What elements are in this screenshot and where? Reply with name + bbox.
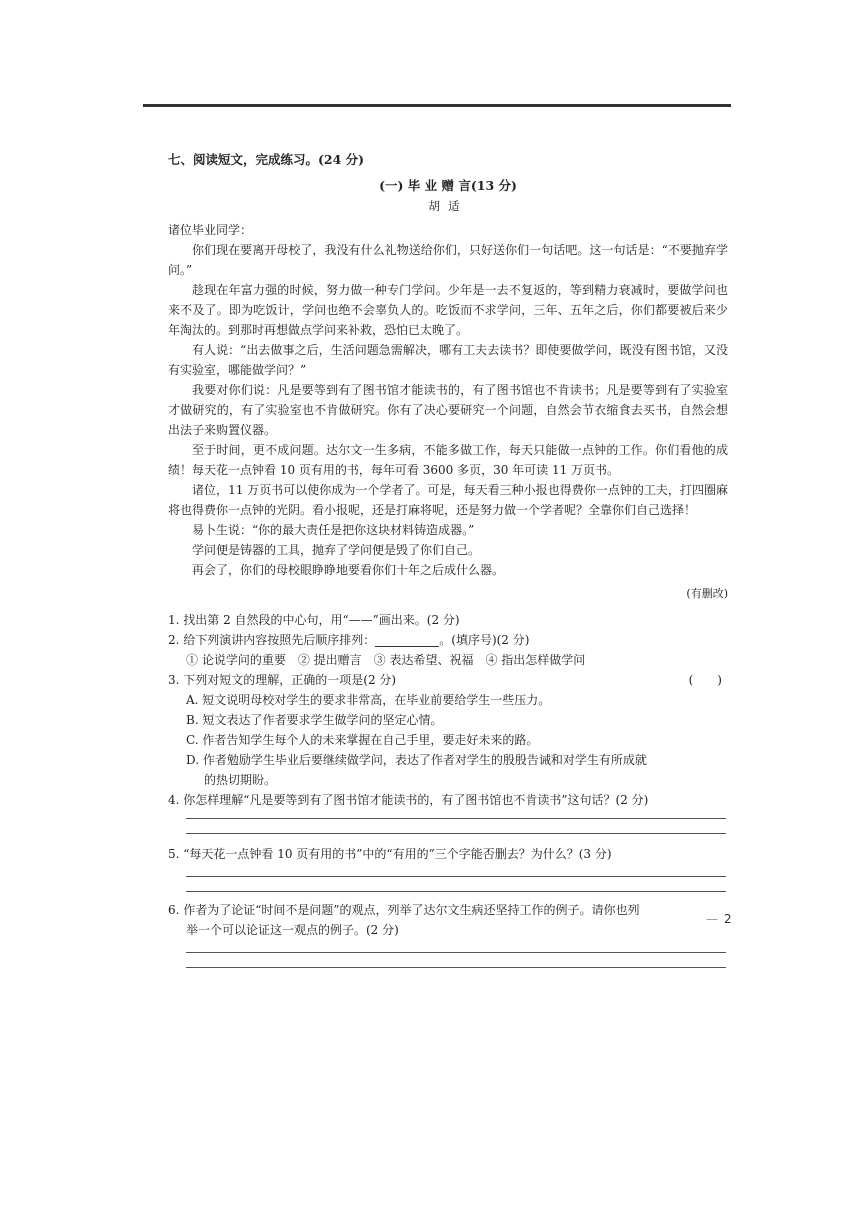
page-number-value: 2: [724, 912, 732, 926]
question-2: [168, 630, 728, 650]
passage-paragraph: 诸位，11 万页书可以使你成为一个学者了。可是，每天看三种小报也得费你一点钟的工夫，打四圈麻将也得费你一点钟的光阴。看小报呢，还是打麻将呢，还是努力做一个学者呢？全靠你们自己选择！: [168, 483, 728, 517]
choice-a: A. 短文说明母校对学生的要求非常高，在毕业前要给学生一些压力。: [186, 693, 551, 707]
page-number-dash: —: [706, 912, 718, 926]
passage-paragraph: 有人说：“出去做事之后，生活问题急需解决，哪有工夫去读书？即使要做学问，既没有图书馆，又没有实验室，哪能做学问？”: [168, 343, 728, 377]
question-3-text: 3. 下列对短文的理解，正确的一项是(2 分): [168, 673, 397, 687]
question-3: [168, 670, 728, 690]
question-2-blank[interactable]: [375, 632, 439, 647]
worksheet: [168, 150, 728, 968]
question-5: 5. “每天花一点钟看 10 页有用的书”中的“有用的”三个字能否删去？为什么？(3 分): [168, 847, 612, 861]
page-number: [706, 912, 732, 926]
question-4: 4. 你怎样理解“凡是要等到有了图书馆才能读书的，有了图书馆也不肯读书”这句话？(2 分): [168, 793, 649, 807]
question-3-answer-bracket[interactable]: ( ): [688, 673, 722, 687]
question-2-prefix: 2. 给下列演讲内容按照先后顺序排列：: [168, 633, 376, 647]
choice-d-continued: 的热切期盼。: [204, 773, 277, 787]
passage-paragraph: 再会了，你们的母校眼睁睁地要看你们十年之后成什么器。: [192, 563, 505, 577]
passage-paragraph: 至于时间，更不成问题。达尔文一生多病，不能多做工作，每天只能做一点钟的工作。你们看他的成绩！每天花一点钟看 10 页有用的书，每年可看 3600 多页，30 年可读 11 万页书。: [168, 443, 728, 477]
question-2-suffix: 。(填序号)(2 分): [439, 633, 530, 647]
choice-d: D. 作者勉励学生毕业后要继续做学问，表达了作者对学生的殷殷告诫和对学生有所成就: [186, 753, 647, 767]
passage-title: (一) 毕 业 赠 言(13 分): [379, 178, 517, 193]
answer-line[interactable]: [186, 967, 726, 968]
passage-author: 胡适: [428, 199, 468, 213]
source-note: (有删改): [686, 587, 728, 600]
passage-paragraph: 易卜生说：“你的最大责任是把你这块材料铸造成器。”: [192, 523, 475, 537]
question-1: 1. 找出第 2 自然段的中心句，用“——”画出来。(2 分): [168, 613, 460, 627]
choice-c: C. 作者告知学生每个人的未来掌握在自己手里，要走好未来的路。: [186, 733, 539, 747]
passage-paragraph: 我要对你们说：凡是要等到有了图书馆才能读书的，有了图书馆也不肯读书；凡是要等到有了实验室才做研究的，有了实验室也不肯做研究。你有了决心要研究一个问题，自然会节衣缩食去买书，自然会想出法子来购置仪器。: [168, 383, 728, 437]
section-heading: 七、阅读短文，完成练习。(24 分): [168, 152, 365, 167]
question-6-continued: 举一个可以论证这一观点的例子。(2 分): [186, 923, 399, 937]
passage-paragraph: 学问便是铸器的工具，抛弃了学问便是毁了你们自己。: [192, 543, 481, 557]
passage-paragraph: 趁现在年富力强的时候，努力做一种专门学问。少年是一去不复返的，等到精力衰减时，要做学问也来不及了。即为吃饭计，学问也绝不会辜负人的。吃饭而不求学问，三年、五年之后，你们都要被后来少年淘汰的。到那时再想做点学问来补救，恐怕已太晚了。: [168, 283, 728, 337]
passage-paragraph: 你们现在要离开母校了，我没有什么礼物送给你们，只好送你们一句话吧。这一句话是：“不要抛弃学问。”: [168, 243, 728, 277]
passage-salutation: 诸位毕业同学：: [168, 223, 253, 237]
top-rule: [143, 104, 731, 107]
question-2-options: ① 论说学问的重要 ② 提出赠言 ③ 表达希望、祝福 ④ 指出怎样做学问: [186, 653, 586, 667]
question-6: 6. 作者为了论证“时间不是问题”的观点，列举了达尔文生病还坚持工作的例子。请你也列: [168, 903, 640, 917]
choice-b: B. 短文表达了作者要求学生做学问的坚定心情。: [186, 713, 443, 727]
